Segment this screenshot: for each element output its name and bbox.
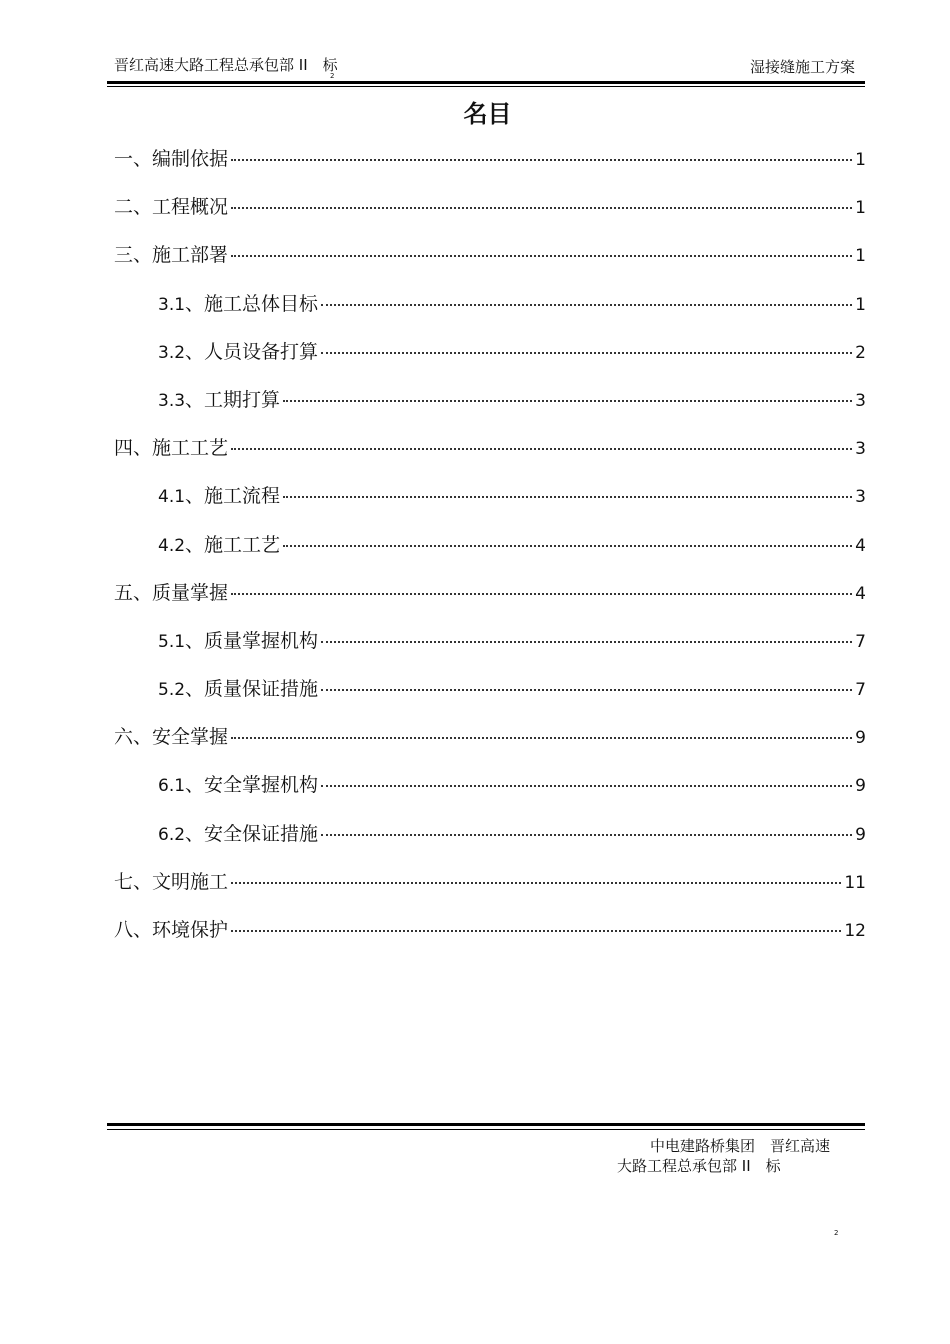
toc-entry-page: 7 — [855, 680, 866, 701]
toc-entry-page: 3 — [855, 390, 866, 411]
toc-entry-label: 三、施工部署 — [114, 244, 229, 267]
toc-entry[interactable] — [114, 481, 866, 529]
header-small-number: 2 — [330, 72, 335, 80]
toc-entry-label: 一、编制依据 — [114, 148, 229, 170]
toc-entry-label: 七、文明施工 — [114, 870, 229, 893]
toc-dot-leader — [321, 834, 852, 836]
toc-dot-leader — [231, 207, 852, 209]
toc-dot-leader — [231, 737, 852, 739]
toc-entry-number: 4.2 — [158, 535, 186, 556]
toc-entry-label: 、工期打算 — [185, 388, 281, 411]
toc-dot-leader — [283, 545, 852, 547]
toc-entry[interactable] — [114, 433, 866, 481]
header-left-text: 晋红高速大路工程总承包部 II 标 — [114, 56, 338, 74]
toc-entry[interactable] — [114, 819, 866, 867]
toc-entry[interactable] — [114, 674, 866, 722]
toc-entry-label: 、人员设备打算 — [185, 340, 319, 363]
footer-line-2: 大路工程总承包部 II 标 — [617, 1157, 781, 1175]
toc-entry-page: 12 — [844, 921, 866, 941]
toc-entry-page: 1 — [855, 198, 866, 219]
table-of-contents — [114, 144, 866, 963]
toc-entry-label: 、安全保证措施 — [185, 822, 319, 845]
toc-entry[interactable] — [114, 240, 866, 288]
toc-dot-leader — [231, 930, 841, 932]
toc-entry-label: 、安全掌握机构 — [185, 774, 319, 797]
toc-entry-page: 1 — [855, 294, 866, 315]
toc-entry[interactable] — [114, 530, 866, 578]
footer-rule-thick — [107, 1123, 865, 1126]
toc-dot-leader — [231, 882, 841, 884]
toc-entry-label: 、质量保证措施 — [185, 678, 319, 701]
toc-dot-leader — [231, 593, 852, 595]
header-rule-thick — [107, 81, 865, 84]
toc-entry-page: 3 — [855, 439, 866, 460]
toc-entry-page: 9 — [855, 728, 866, 749]
toc-dot-leader — [231, 159, 852, 161]
toc-entry[interactable] — [114, 722, 866, 770]
toc-dot-leader — [231, 448, 852, 450]
toc-entry-label: 、质量掌握机构 — [185, 629, 319, 652]
toc-entry-number: 5.2 — [158, 680, 186, 701]
toc-entry-page: 9 — [855, 776, 866, 797]
toc-entry[interactable] — [114, 578, 866, 626]
toc-entry-number: 6.1 — [158, 776, 186, 797]
toc-entry-number: 4.1 — [158, 487, 186, 508]
toc-dot-leader — [283, 400, 852, 402]
toc-entry-number: 6.2 — [158, 824, 186, 845]
page-title: 名目 — [463, 99, 512, 128]
toc-dot-leader — [321, 304, 852, 306]
toc-entry-label: 、施工总体目标 — [185, 292, 319, 315]
toc-entry-page: 9 — [855, 824, 866, 845]
header-right-text: 湿接缝施工方案 — [749, 58, 855, 76]
toc-entry-label: 、施工工艺 — [185, 533, 281, 556]
toc-entry-page: 3 — [855, 487, 866, 508]
footer-rule-thin — [107, 1129, 865, 1130]
toc-entry[interactable] — [114, 626, 866, 674]
toc-entry-page: 1 — [855, 150, 866, 170]
toc-entry[interactable] — [114, 289, 866, 337]
toc-entry-page: 2 — [855, 342, 866, 363]
toc-entry[interactable] — [114, 385, 866, 433]
page-number: 2 — [834, 1229, 839, 1237]
toc-dot-leader — [231, 255, 852, 257]
toc-entry-label: 六、安全掌握 — [114, 726, 229, 749]
toc-dot-leader — [321, 641, 852, 643]
toc-dot-leader — [321, 689, 852, 691]
toc-entry[interactable] — [114, 867, 866, 915]
toc-entry-page: 4 — [855, 583, 866, 604]
toc-entry-label: 四、施工工艺 — [114, 437, 229, 460]
toc-entry[interactable] — [114, 770, 866, 818]
toc-entry-label: 八、环境保护 — [114, 919, 229, 941]
toc-entry-page: 11 — [844, 872, 866, 893]
toc-entry-number: 3.1 — [158, 294, 186, 315]
toc-entry[interactable] — [114, 915, 866, 963]
header-rule-thin — [107, 86, 865, 87]
toc-entry-page: 1 — [855, 246, 866, 267]
toc-entry-number: 3.2 — [158, 342, 186, 363]
toc-entry-label: 二、工程概况 — [114, 196, 229, 219]
toc-entry[interactable] — [114, 192, 866, 240]
toc-entry-number: 3.3 — [158, 390, 186, 411]
toc-dot-leader — [321, 352, 852, 354]
toc-dot-leader — [283, 496, 852, 498]
toc-entry-label: 五、质量掌握 — [114, 581, 229, 604]
toc-dot-leader — [321, 785, 852, 787]
toc-entry-page: 4 — [855, 535, 866, 556]
toc-entry-label: 、施工流程 — [185, 485, 281, 508]
footer-line-1: 中电建路桥集团 晋红高速 — [650, 1137, 831, 1155]
toc-entry-number: 5.1 — [158, 631, 186, 652]
toc-entry-page: 7 — [855, 631, 866, 652]
toc-entry[interactable] — [114, 144, 866, 192]
toc-entry[interactable] — [114, 337, 866, 385]
